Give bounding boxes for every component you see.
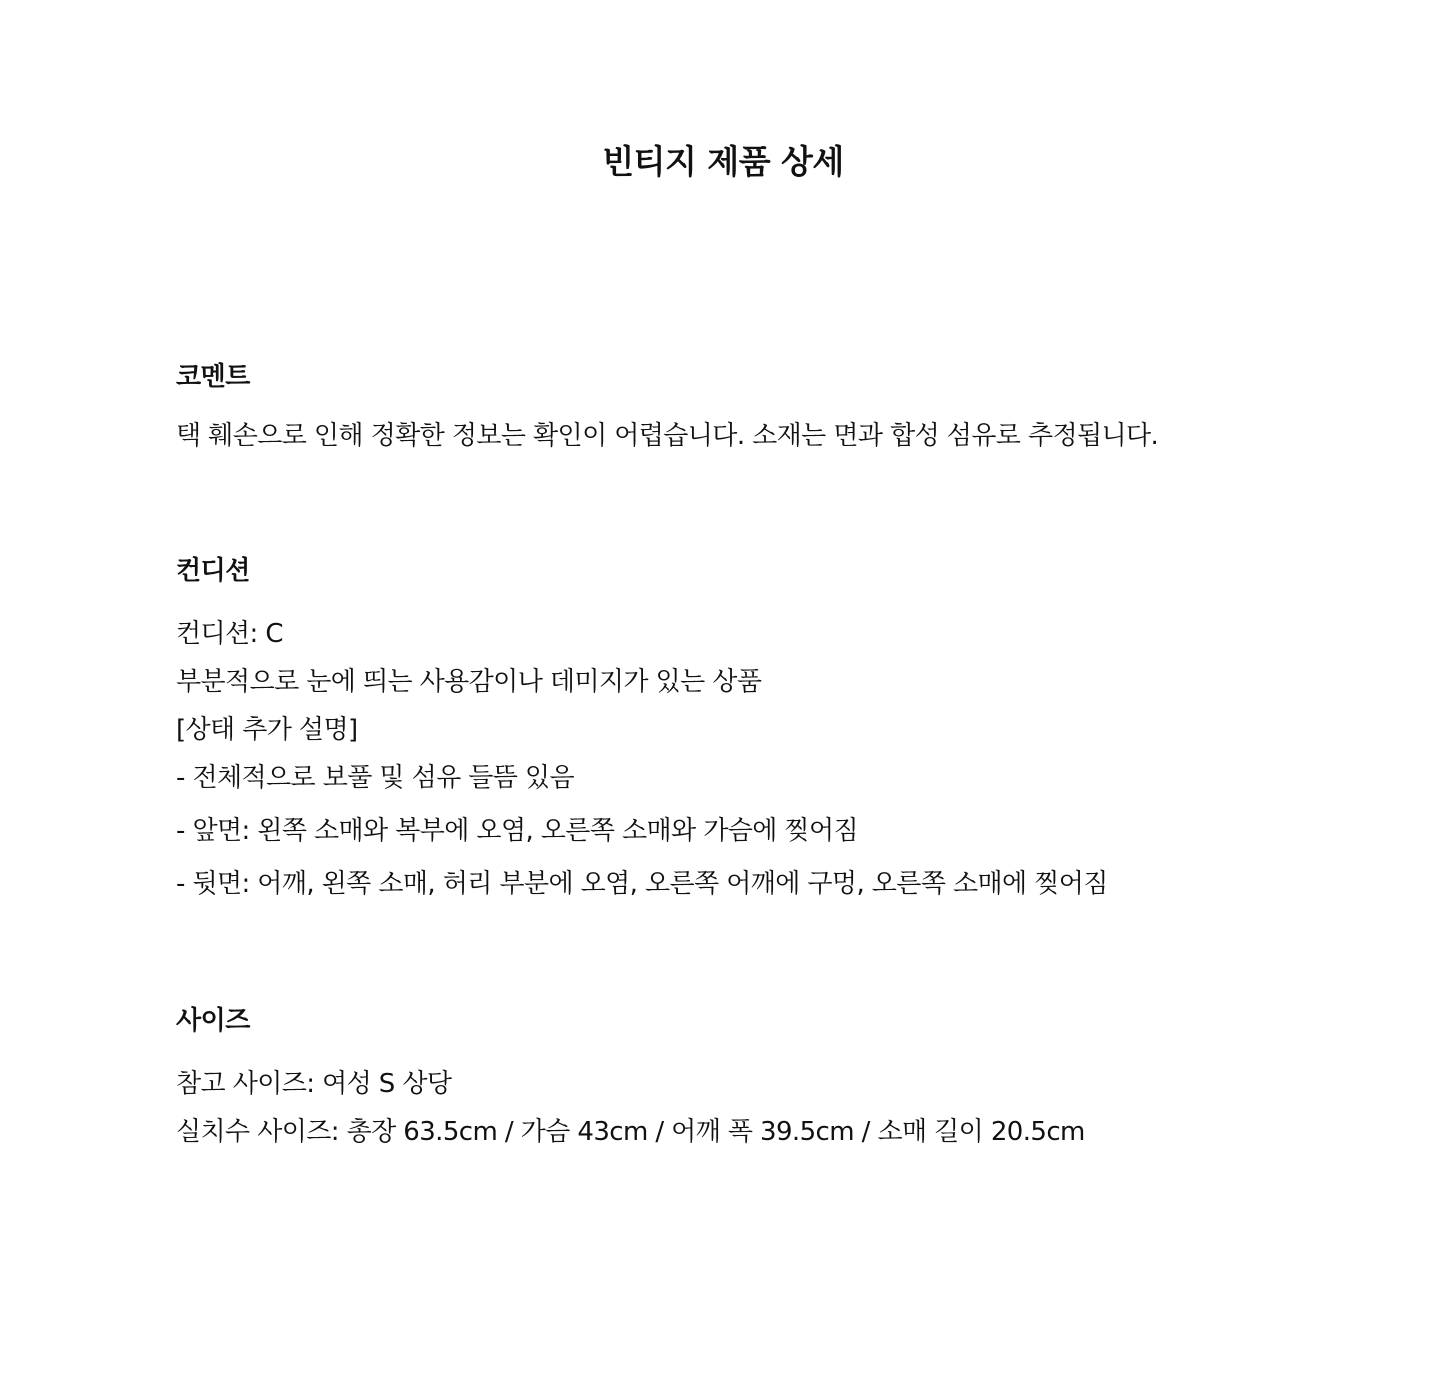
size-section xyxy=(176,1004,1326,1156)
condition-note-front: - 앞면: 왼쪽 소매와 복부에 오염, 오른쪽 소매와 가슴에 찢어짐 xyxy=(176,816,858,846)
page-title: 빈티지 제품 상세 xyxy=(602,142,844,181)
comment-text: 택 훼손으로 인해 정확한 정보는 확인이 어렵습니다. 소재는 면과 합성 섬유로 추정됩니다. xyxy=(176,421,1159,451)
size-measurements: 실치수 사이즈: 총장 63.5cm / 가슴 43cm / 어깨 폭 39.5cm / 소매 길이 20.5cm xyxy=(176,1117,1085,1147)
condition-grade: 컨디션: C xyxy=(176,619,283,649)
condition-grade-description: 부분적으로 눈에 띄는 사용감이나 데미지가 있는 상품 xyxy=(176,667,762,697)
condition-details xyxy=(176,610,1326,908)
size-reference: 참고 사이즈: 여성 S 상당 xyxy=(176,1069,452,1099)
comment-heading: 코멘트 xyxy=(176,362,250,392)
comment-section xyxy=(176,360,1326,460)
condition-section xyxy=(176,554,1326,908)
condition-extra-heading: [상태 추가 설명] xyxy=(176,715,358,745)
condition-heading: 컨디션 xyxy=(176,556,250,586)
condition-note-overall: - 전체적으로 보풀 및 섬유 들뜸 있음 xyxy=(176,763,574,793)
condition-note-back: - 뒷면: 어깨, 왼쪽 소매, 허리 부분에 오염, 오른쪽 어깨에 구멍, 오른쪽 소매에 찢어짐 xyxy=(176,869,1108,899)
size-details xyxy=(176,1060,1326,1156)
size-heading: 사이즈 xyxy=(176,1006,250,1036)
